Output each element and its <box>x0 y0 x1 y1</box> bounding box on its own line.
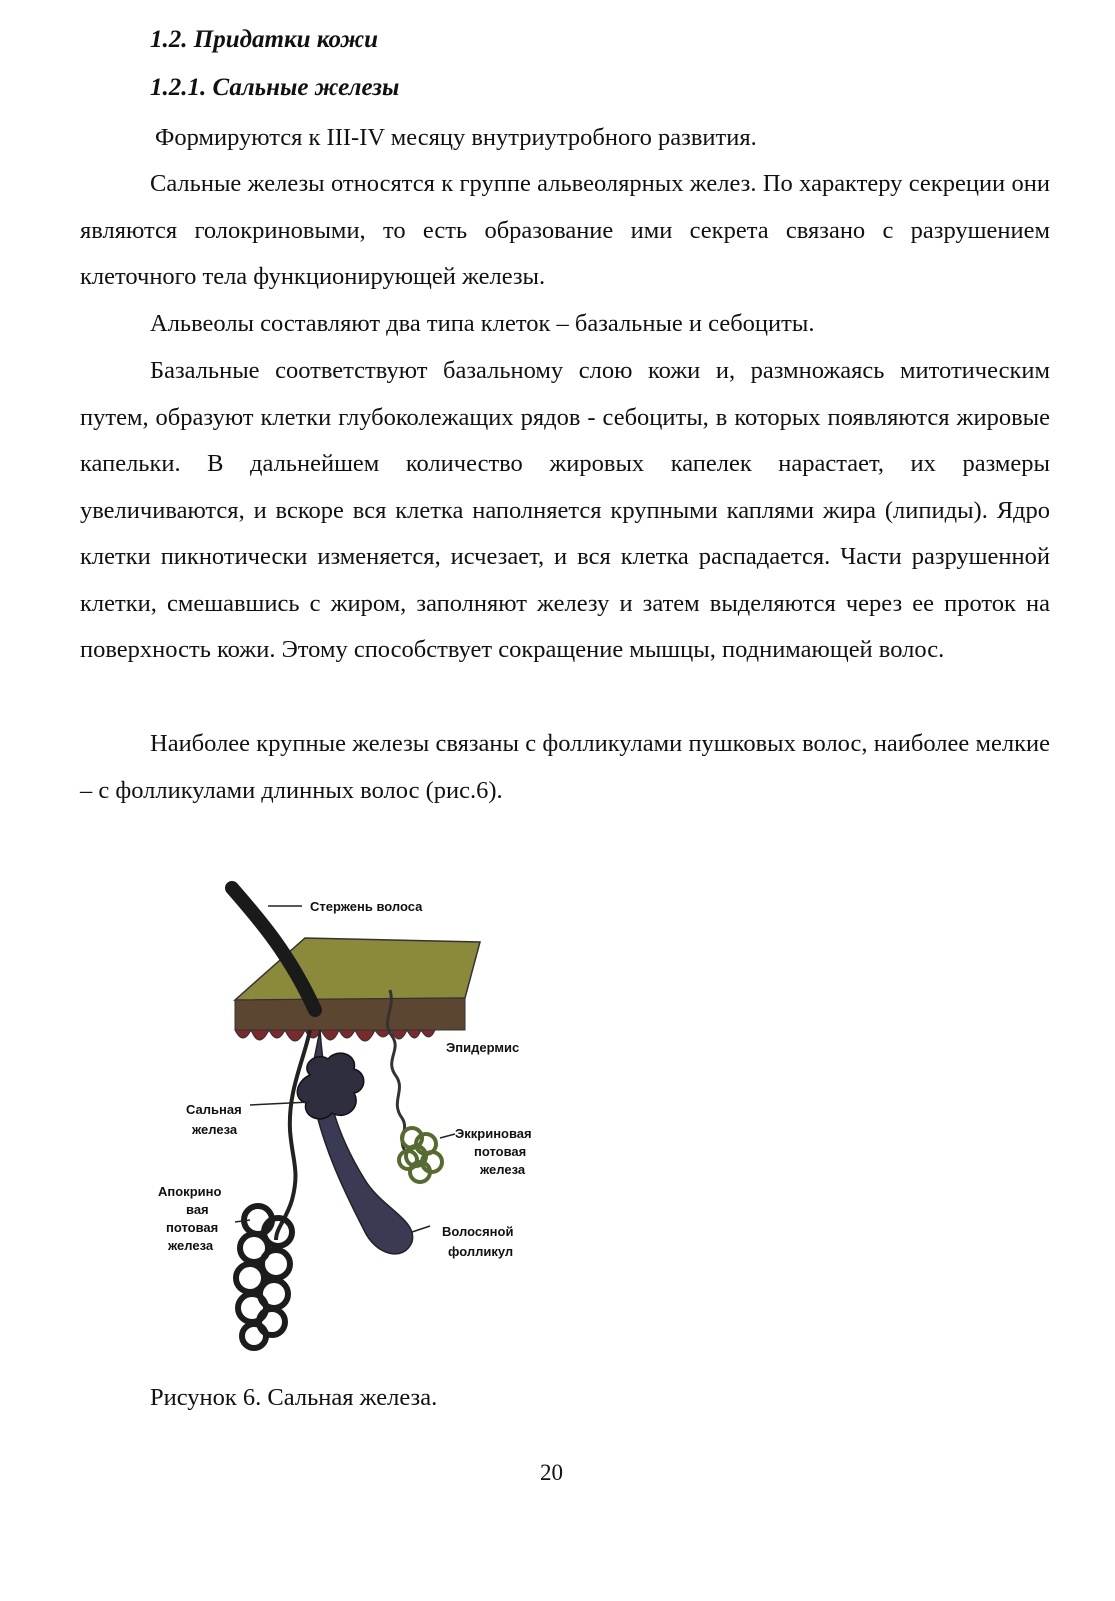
label-apocrine-line3: потовая <box>166 1220 219 1235</box>
paragraph-formation: Формируются к III-IV месяцу внутриутробного развития. <box>155 124 757 151</box>
apocrine-pointer <box>235 1220 250 1222</box>
section-heading: 1.2. Придатки кожи <box>150 26 379 53</box>
label-follicle-line2: фолликул <box>448 1244 514 1259</box>
label-hair-shaft: Стержень волоса <box>310 899 423 914</box>
label-sebaceous-line1: Сальная <box>186 1102 242 1117</box>
skin-appendage-illustration <box>150 880 590 1380</box>
label-apocrine-line2: вая <box>186 1202 209 1217</box>
subsection-heading: 1.2.1. Сальные железы <box>150 74 400 101</box>
eccrine-pointer <box>440 1134 455 1138</box>
label-sebaceous-line2: железа <box>192 1122 238 1137</box>
sebaceous-gland-figure <box>150 880 590 1380</box>
label-eccrine-line2: потовая <box>474 1144 527 1159</box>
label-apocrine-line4: железа <box>168 1238 214 1253</box>
label-eccrine-line3: железа <box>480 1162 526 1177</box>
dermis-edge <box>235 1030 435 1041</box>
paragraph-classification: Сальные железы относятся к группе альвеолярных желез. По характеру секреции они являются голокриновыми, то есть образование ими секрета связано с разрушением клеточного тела функционирующей железы. <box>80 170 1050 290</box>
skin-front-face <box>235 998 465 1030</box>
page-number: 20 <box>540 1460 563 1485</box>
label-apocrine-line1: Апокрино <box>158 1184 222 1199</box>
label-eccrine-line1: Эккриновая <box>455 1126 532 1141</box>
sebaceous-pointer <box>250 1102 310 1105</box>
paragraph-alveoli: Альвеолы составляют два типа клеток – базальные и себоциты. <box>150 310 815 337</box>
figure-caption: Рисунок 6. Сальная железа. <box>150 1384 438 1411</box>
sebaceous-gland <box>297 1053 363 1119</box>
label-epidermis: Эпидермис <box>446 1040 520 1055</box>
paragraph-gland-size: Наиболее крупные железы связаны с фолликулами пушковых волос, наиболее мелкие – с фолликулами длинных волос (рис.6). <box>80 730 1050 804</box>
apocrine-duct <box>276 1030 310 1240</box>
label-follicle-line1: Волосяной <box>442 1224 514 1239</box>
apocrine-gland-coil <box>236 1206 292 1348</box>
follicle-pointer <box>412 1226 430 1232</box>
eccrine-gland-coil <box>399 1128 442 1182</box>
paragraph-basal-cells: Базальные соответствуют базальному слою кожи и, размножаясь митотическим путем, образуют клетки глубоколежащих рядов - себоциты, в которых появляются жировые капельки. В дальнейшем количество жировых капелек нарастает, их размеры увеличиваются, и вскоре вся клетка наполняется крупными каплями жира (липиды). Ядро клетки пикнотически изменяется, исчезает, и вся клетка распадается. Части разрушенной клетки, смешавшись с жиром, заполняют железу и затем выделяются через ее проток на поверхность кожи. Этому способствует сокращение мышцы, поднимающей волос. <box>80 357 1050 663</box>
